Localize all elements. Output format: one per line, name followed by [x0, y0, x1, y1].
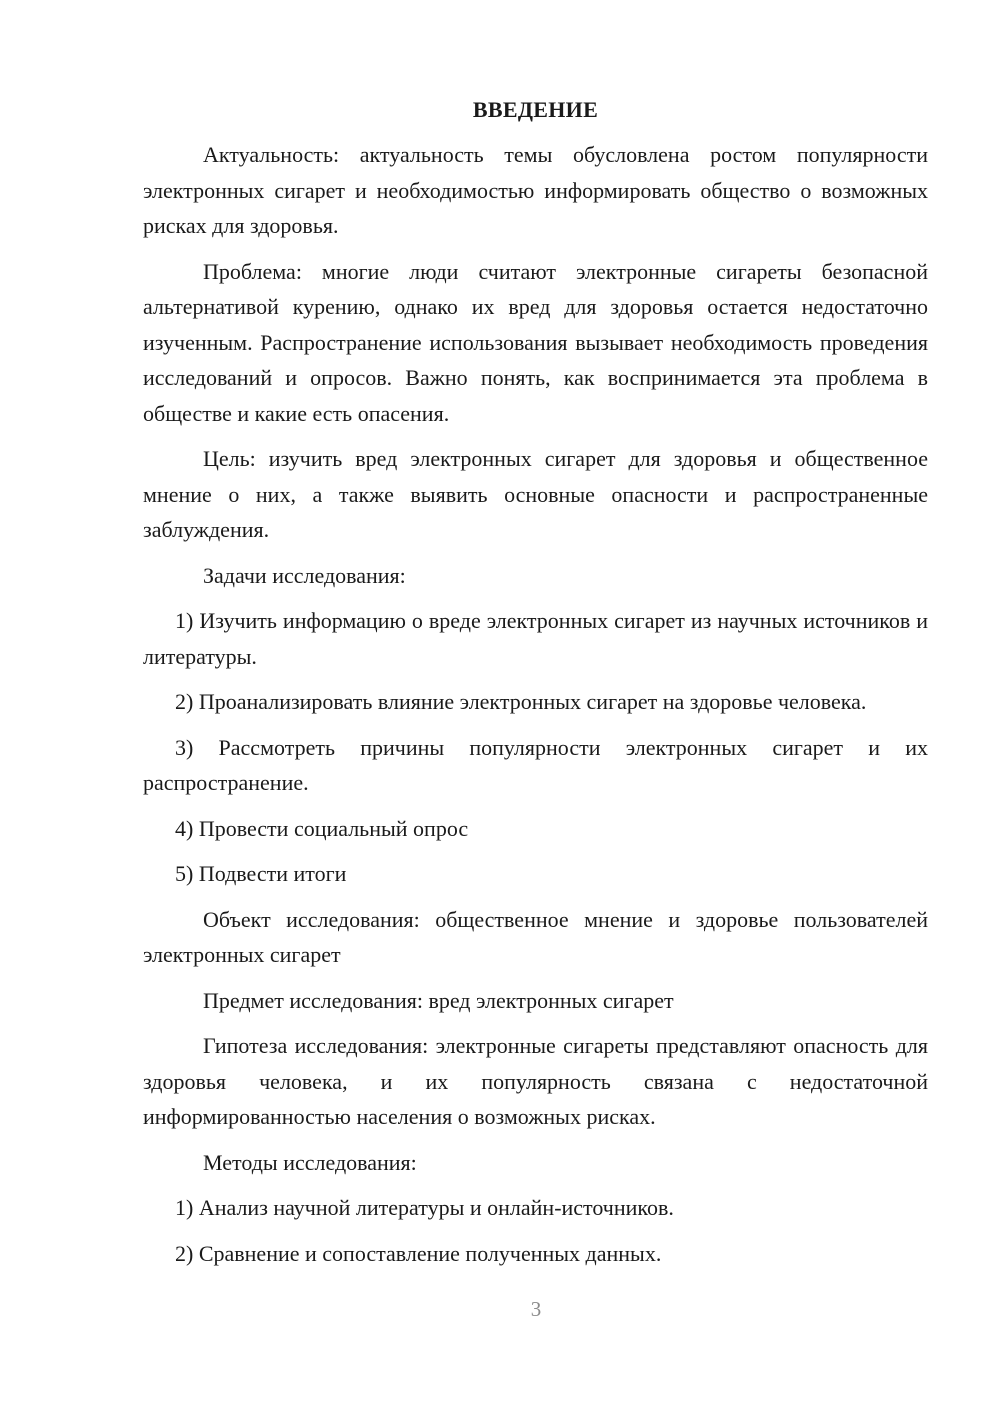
- tasks-title: Задачи исследования:: [203, 562, 406, 588]
- method-item: 1) Анализ научной литературы и онлайн-источников.: [175, 1195, 674, 1220]
- problem-paragraph: Проблема: многие люди считают электронные сигареты безопасной альтернативой курению, однако их вред для здоровья остается недостаточно изученным. Распространение использования вызывает необходимость проведения исследований и опросов. Важно понять, как воспринимается эта проблема в обществе и какие есть опасения.: [143, 258, 928, 426]
- methods-title: Методы исследования:: [203, 1149, 417, 1175]
- task-item: 5) Подвести итоги: [175, 861, 347, 886]
- section-heading: ВВЕДЕНИЕ: [472, 97, 599, 122]
- goal-paragraph: Цель: изучить вред электронных сигарет для здоровья и общественное мнение о них, а также выявить основные опасности и распространенные заблуждения.: [143, 446, 928, 542]
- task-item: 1) Изучить информацию о вреде электронных сигарет из научных источников и литературы.: [143, 608, 928, 669]
- document-page: [143, 92, 928, 1281]
- relevance-paragraph: Актуальность: актуальность темы обусловлена ростом популярности электронных сигарет и необходимостью информировать общество о возможных рисках для здоровья.: [143, 142, 928, 238]
- object-paragraph: Объект исследования: общественное мнение и здоровье пользователей электронных сигарет: [143, 906, 928, 967]
- subject-paragraph: Предмет исследования: вред электронных сигарет: [203, 987, 674, 1013]
- task-item: 3) Рассмотреть причины популярности электронных сигарет и их распространение.: [143, 734, 928, 795]
- task-item: 2) Проанализировать влияние электронных сигарет на здоровье человека.: [175, 689, 867, 714]
- hypothesis-paragraph: Гипотеза исследования: электронные сигареты представляют опасность для здоровья человека, и их популярность связана с недостаточной информированностью населения о возможных рисках.: [143, 1033, 928, 1129]
- task-item: 4) Провести социальный опрос: [175, 815, 469, 841]
- method-item: 2) Сравнение и сопоставление полученных данных.: [175, 1240, 662, 1266]
- page-number: 3: [530, 1297, 542, 1321]
